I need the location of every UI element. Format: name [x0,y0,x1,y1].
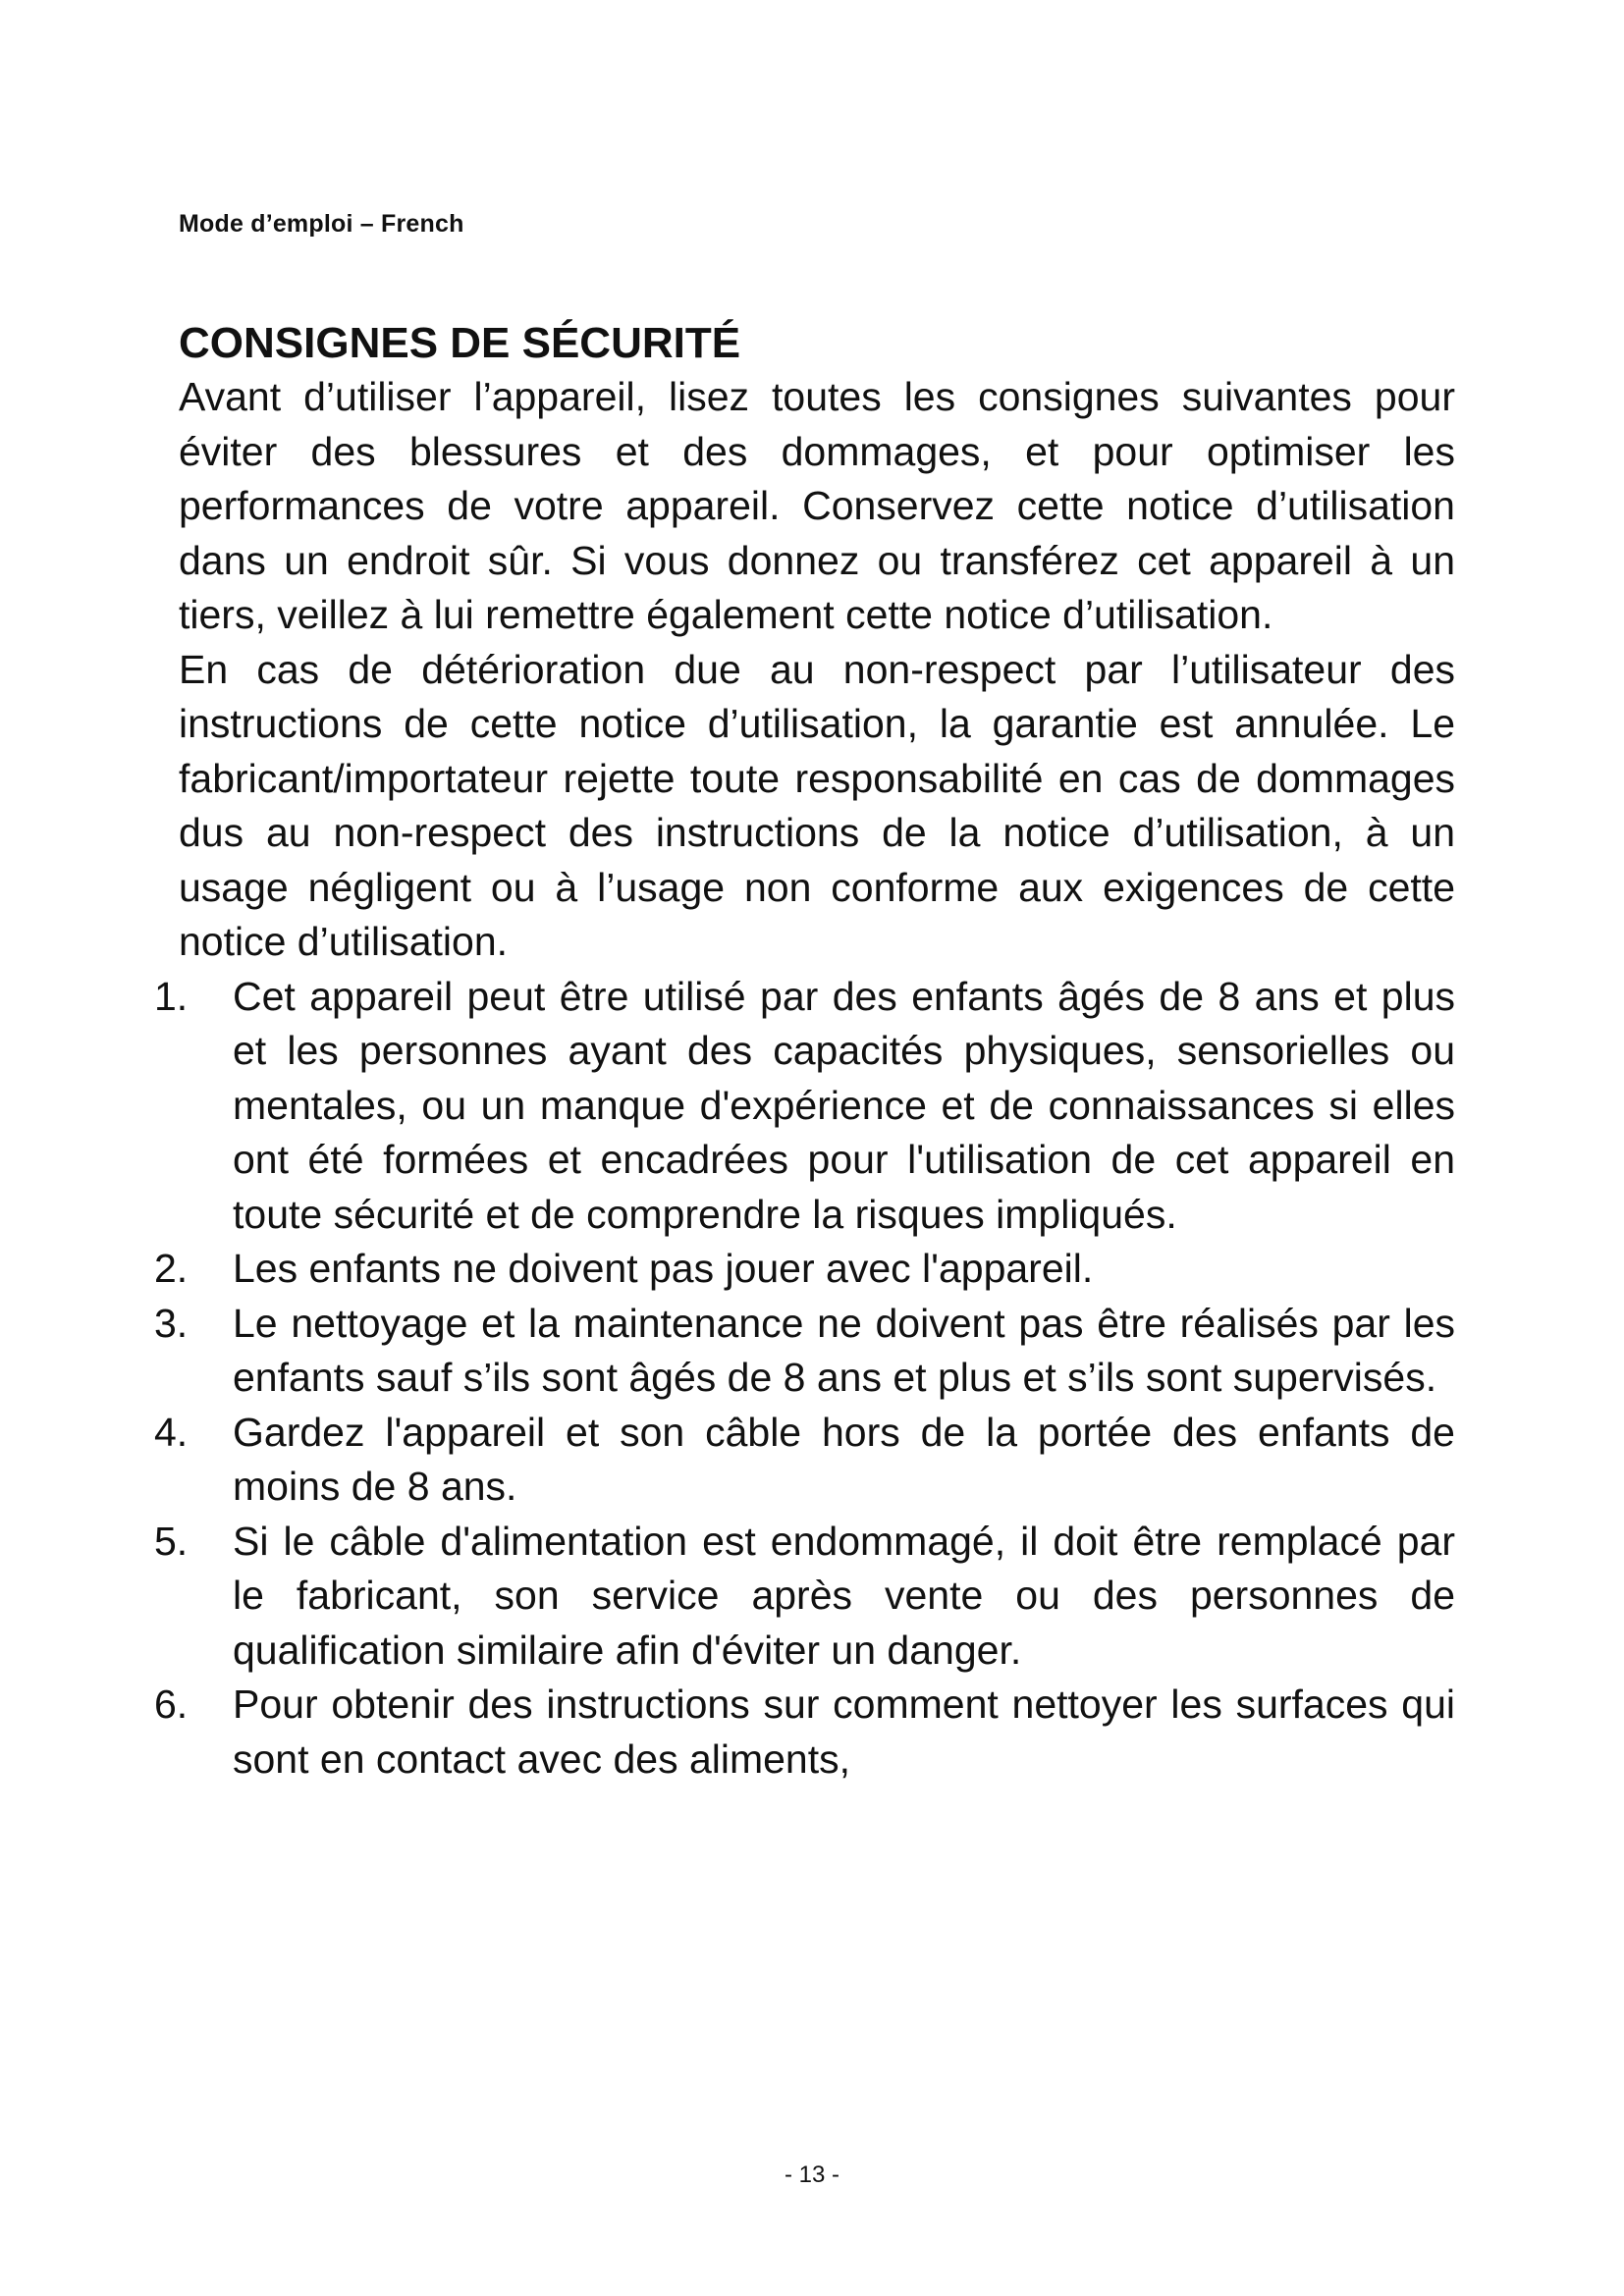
page-number: - 13 - [784,2162,839,2188]
safety-list [154,970,1455,1788]
list-item-number: 3. [154,1300,189,1346]
list-item-text: Si le câble d'alimentation est endommagé, il doit être remplacé par le fabricant, son service après vente ou des personnes de qualification similaire afin d'éviter un danger. [233,1518,1455,1673]
list-item-number: 4. [154,1409,189,1455]
list-item-text: Les enfants ne doivent pas jouer avec l'appareil. [233,1246,1094,1291]
list-item [154,1242,1455,1297]
list-item-text: Le nettoyage et la maintenance ne doivent pas être réalisés par les enfants sauf s’ils sont âgés de 8 ans et plus et s’ils sont supervisés. [233,1300,1455,1400]
list-item-text: Pour obtenir des instructions sur comment nettoyer les surfaces qui sont en contact avec des aliments, [233,1682,1455,1782]
list-item [154,1406,1455,1515]
list-item-number: 1. [154,973,189,1019]
list-item-number: 6. [154,1682,189,1727]
list-item-text: Gardez l'appareil et son câble hors de la portée des enfants de moins de 8 ans. [233,1409,1455,1509]
list-item [154,1678,1455,1787]
page-header: Mode d’emploi – French [179,210,464,238]
safety-section [154,316,1455,1787]
list-item [154,970,1455,1243]
list-item-number: 5. [154,1518,189,1564]
list-item-number: 2. [154,1246,189,1291]
intro-paragraph: Avant d’utiliser l’appareil, lisez toutes les consignes suivantes pour éviter des blessures et des dommages, et pour optimiser les performances de votre appareil. Conservez cette notice d’utilisation dans un endroit sûr. Si vous donnez ou transférez cet appareil à un tiers, veillez à lui remettre également cette notice d’utilisation. [179,374,1455,637]
warranty-paragraph: En cas de détérioration due au non-respect par l’utilisateur des instructions de cette notice d’utilisation, la garantie est annulée. Le fabricant/importateur rejette toute responsabilité en cas de dommages dus au non-respect des instructions de la notice d’utilisation, à un usage négligent ou à l’usage non conforme aux exigences de cette notice d’utilisation. [179,646,1455,964]
list-item [154,1515,1455,1679]
list-item-text: Cet appareil peut être utilisé par des enfants âgés de 8 ans et plus et les personnes ayant des capacités physiques, sensorielles ou mentales, ou un manque d'expérience et de connaissances si elles ont été formées et encadrées pour l'utilisation de cet appareil en toute sécurité et de comprendre la risques impliqués. [233,973,1455,1237]
list-item [154,1297,1455,1406]
section-title: CONSIGNES DE SÉCURITÉ [179,319,741,367]
